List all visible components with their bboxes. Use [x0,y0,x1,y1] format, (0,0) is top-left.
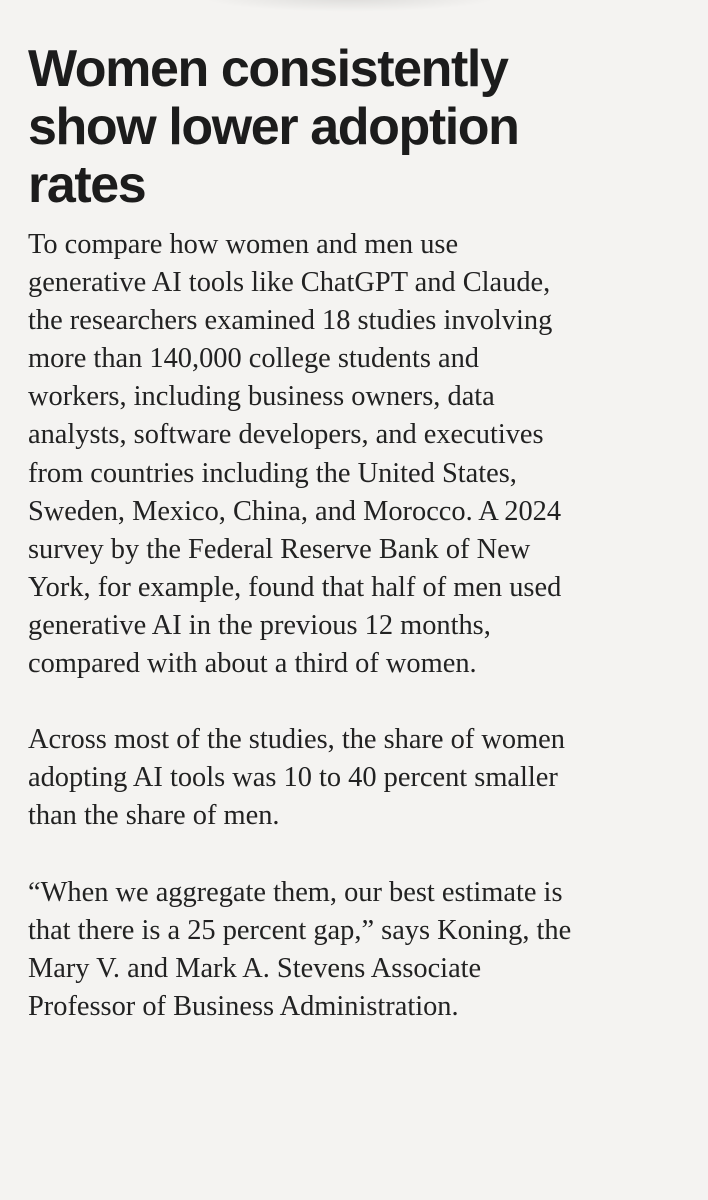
paragraph-line: Mary V. and Mark A. Stevens Associate [28,952,482,984]
paragraph-line: survey by the Federal Reserve Bank of New [28,533,531,565]
paragraph-line: from countries including the United States, [28,457,517,489]
headline-line: Women consistently [28,40,508,98]
paragraph-line: Professor of Business Administration. [28,990,459,1022]
paragraph-line: analysts, software developers, and executives [28,419,544,451]
paragraph-line: Across most of the studies, the share of women [28,724,565,756]
paragraph-3 [28,874,688,1026]
paragraph-line: the researchers examined 18 studies involving [28,305,553,337]
paragraph-line: that there is a 25 percent gap,” says Koning, the [28,914,572,946]
paragraph-line: generative AI tools like ChatGPT and Claude, [28,267,551,299]
paragraph-line: adopting AI tools was 10 to 40 percent smaller [28,762,558,794]
headline-line: show lower adoption [28,98,519,156]
headline-line: rates [28,156,146,214]
paragraph-line: workers, including business owners, data [28,381,495,413]
paragraph-line: York, for example, found that half of men used [28,571,562,603]
paragraph-line: than the share of men. [28,800,280,832]
paragraph-1 [28,226,688,683]
top-edge-shadow [200,0,500,12]
paragraph-2 [28,721,688,835]
paragraph-line: “When we aggregate them, our best estimate is [28,876,563,908]
paragraph-line: more than 140,000 college students and [28,343,479,375]
article-headline [28,40,688,214]
article-body [28,226,688,1026]
paragraph-line: Sweden, Mexico, China, and Morocco. A 2024 [28,495,562,527]
paragraph-line: generative AI in the previous 12 months, [28,609,491,641]
article [28,40,688,1064]
paragraph-line: compared with about a third of women. [28,648,477,680]
paragraph-line: To compare how women and men use [28,229,459,260]
